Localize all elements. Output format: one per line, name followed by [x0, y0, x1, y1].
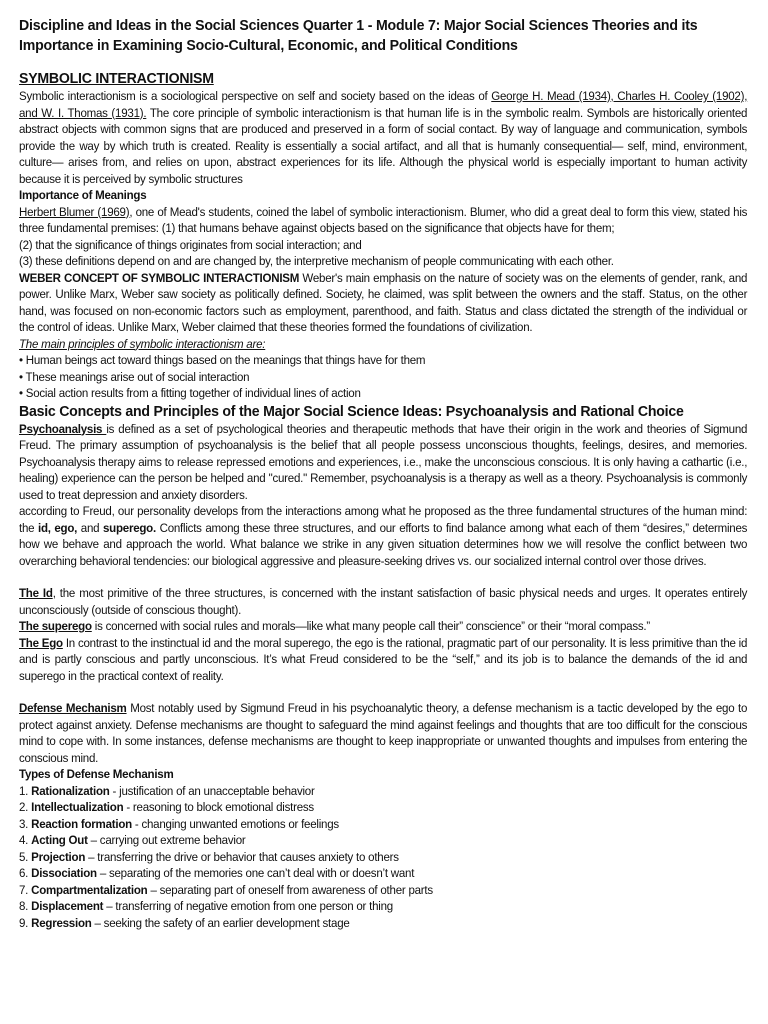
defense-description: – seeking the safety of an earlier development stage [91, 915, 350, 930]
id-label: The Id [19, 586, 53, 600]
ego-paragraph [19, 635, 747, 685]
defense-term: Dissociation [31, 866, 97, 880]
defense-term: Intellectualization [31, 800, 124, 814]
freud-and: and [77, 520, 103, 535]
id-text: , the most primitive of the three structures, is concerned with the instant satisfaction of basic physical needs and urges. It operates entirely unconsciously (outside of conscious thought). [19, 586, 748, 617]
list-number: 7. [19, 882, 32, 897]
intro-text-continued: The core principle of symbolic interactionism is that human life is in the symbolic realm. Symbols are historically oriented abstract objects with common signs that are produced and preserved in a form of social contact. By way of language and communication, symbols provide the way by which truth is created. Reality is essentially a social artifact, and all that is humanly consequential— self, mind, environment, culture— arises from, and relies on upon, abstract experiences for its life. Although the physical world is especially important to human activity because it is perceived by symbolic structures [19, 105, 748, 186]
blumer-premise-3: (3) these definitions depend on and are changed by, the interpretive mechanism of people communicating with each other. [19, 254, 614, 268]
list-number: 9. [19, 915, 32, 930]
superego-paragraph [19, 618, 747, 635]
superego-label: The superego [19, 619, 92, 633]
defense-description: – transferring of negative emotion from one person or thing [103, 899, 393, 913]
list-number: 3. [19, 816, 32, 831]
freud-text: according to Freud, our personality develops from the interactions among what he proposed as the three fundamental structures of the human mind: the [19, 504, 748, 535]
defense-term: Reaction formation [31, 816, 132, 831]
list-item: • These meanings arise out of social interaction [19, 369, 250, 384]
principles-list [19, 352, 747, 402]
importance-of-meanings-heading: Importance of Meanings [19, 188, 147, 202]
psychoanalysis-text: is defined as a set of psychological theories and therapeutic methods that have their origin in the work and theories of Sigmund Freud. The primary assumption of psychoanalysis is the belief that all people possess unconscious thoughts, feelings, desires, and memories. Psychoanalysis therapy aims to release repressed emotions and experiences, i.e., make the unconscious conscious. It is only having a cathartic (i.e., healing) experience can the person be helped and "cured." Remember, psychoanalysis is a therapy as well as a theory. Psychoanalysis is commonly used to treat depression and anxiety disorders. [19, 421, 748, 502]
weber-label: WEBER CONCEPT OF SYMBOLIC INTERACTIONISM [19, 270, 300, 285]
intro-references: George H. Mead (1934), Charles H. Cooley (1902), and W. I. Thomas (1931). [19, 89, 748, 120]
document-page [19, 0, 747, 931]
list-number: 6. [19, 866, 32, 880]
spacer [19, 684, 747, 700]
basic-concepts-heading: Basic Concepts and Principles of the Major Social Science Ideas: Psychoanalysis and Rational Choice [19, 402, 684, 420]
defense-mechanism-paragraph [19, 700, 747, 766]
psychoanalysis-label: Psychoanalysis [19, 421, 107, 436]
freud-terms: id, ego, [37, 520, 78, 535]
list-number: 8. [19, 899, 32, 913]
defense-term: Regression [31, 915, 92, 930]
defense-description: – separating part of oneself from awareness of other parts [147, 882, 433, 897]
list-item [19, 849, 747, 866]
defense-description: – carrying out extreme behavior [87, 833, 246, 847]
symbolic-intro-paragraph [19, 88, 747, 187]
defense-term: Compartmentalization [31, 882, 148, 897]
document-title: Discipline and Ideas in the Social Sciences Quarter 1 - Module 7: Major Social Sciences Theories and its Importance in Examining Socio-Cultural, Economic, and Political Conditions [19, 17, 698, 54]
defense-term: Rationalization [31, 783, 110, 798]
list-number: 5. [19, 849, 32, 864]
freud-text-continued: Conflicts among these three structures, and our efforts to find balance among what each of them “desires,” determines how we behave and approach the world. What balance we strike in any given situation determines how we will resolve the conflict between two overarching behavioral tendencies: our biological aggressive and pleasure-seeking drives vs. our socialized internal control over those drives. [19, 520, 748, 568]
weber-text: Weber's main emphasis on the nature of society was on the elements of gender, rank, and power. Unlike Marx, Weber saw society as politically defined. Society, he claimed, was split between the owners and the staff. Status, on the other hand, was focused on non-economic factors such as employment, parenthood, and faith. Status and class dictated the strength of the individual or the control of ideas. Unlike Marx, Weber claimed that these theories formed the foundations of civilization. [19, 270, 748, 334]
defense-term: Displacement [31, 899, 104, 913]
superego-text: is concerned with social rules and morals—like what many people call their” conscience” or their “moral compass.” [91, 619, 650, 633]
list-item [19, 816, 747, 833]
ego-text: In contrast to the instinctual id and the moral superego, the ego is the rational, pragmatic part of our personality. It is less primitive than the id and is partly conscious and partly unconscious. It’s what Freud considered to be the “self,” and its job is to balance the demands of the id and superego in the practical context of reality. [19, 635, 748, 683]
list-item [19, 832, 747, 849]
list-number: 4. [19, 833, 32, 847]
defense-term: Acting Out [31, 833, 88, 847]
defense-description: - changing unwanted emotions or feelings [131, 816, 339, 831]
list-number: 1. [19, 783, 32, 798]
list-item: • Human beings act toward things based on the meanings that things have for them [19, 353, 426, 367]
freud-superego-term: superego. [102, 520, 156, 535]
list-item [19, 865, 747, 882]
defense-description: – transferring the drive or behavior that causes anxiety to others [85, 849, 399, 864]
ego-label: The Ego [19, 635, 63, 650]
defense-mechanism-text: Most notably used by Sigmund Freud in his psychoanalytic theory, a defense mechanism is a tactic developed by the ego to protect against anxiety. Defense mechanisms are thought to safeguard the mind against feelings and thoughts that are too difficult for the conscious mind to cope with. In some instances, defense mechanisms are thought to keep inappropriate or unwanted thoughts and impulses from entering the conscious mind. [19, 701, 748, 765]
blumer-paragraph [19, 204, 747, 237]
defense-mechanism-label: Defense Mechanism [19, 701, 127, 715]
list-item [19, 799, 747, 816]
psychoanalysis-paragraph [19, 421, 747, 504]
types-of-defense-heading: Types of Defense Mechanism [19, 767, 174, 781]
defense-types-list [19, 783, 747, 932]
symbolic-interactionism-heading: SYMBOLIC INTERACTIONISM [19, 70, 214, 87]
spacer [19, 569, 747, 585]
blumer-text: one of Mead's students, coined the label of symbolic interactionism. Blumer, who did a great deal to form this view, stated his three fundamental premises: (1) that humans behave against objects based on the significance that objects have for them; [19, 204, 748, 235]
blumer-premise-2: (2) that the significance of things originates from social interaction; and [19, 237, 362, 252]
list-item [19, 915, 747, 932]
defense-description: - justification of an unacceptable behavior [109, 783, 315, 798]
weber-paragraph [19, 270, 747, 336]
list-item [19, 882, 747, 899]
defense-description: – separating of the memories one can’t deal with or doesn’t want [96, 866, 415, 880]
blumer-reference: Herbert Blumer (1969), [19, 204, 133, 219]
list-number: 2. [19, 800, 32, 814]
defense-description: - reasoning to block emotional distress [123, 800, 314, 814]
list-item: • Social action results from a fitting together of individual lines of action [19, 386, 361, 400]
intro-text: Symbolic interactionism is a sociological perspective on self and society based on the ideas of [19, 89, 492, 103]
list-item [19, 898, 747, 915]
defense-term: Projection [31, 849, 86, 864]
main-principles-heading: The main principles of symbolic interactionism are: [19, 336, 266, 351]
id-paragraph [19, 585, 747, 618]
list-item [19, 783, 747, 800]
freud-structures-paragraph [19, 503, 747, 569]
